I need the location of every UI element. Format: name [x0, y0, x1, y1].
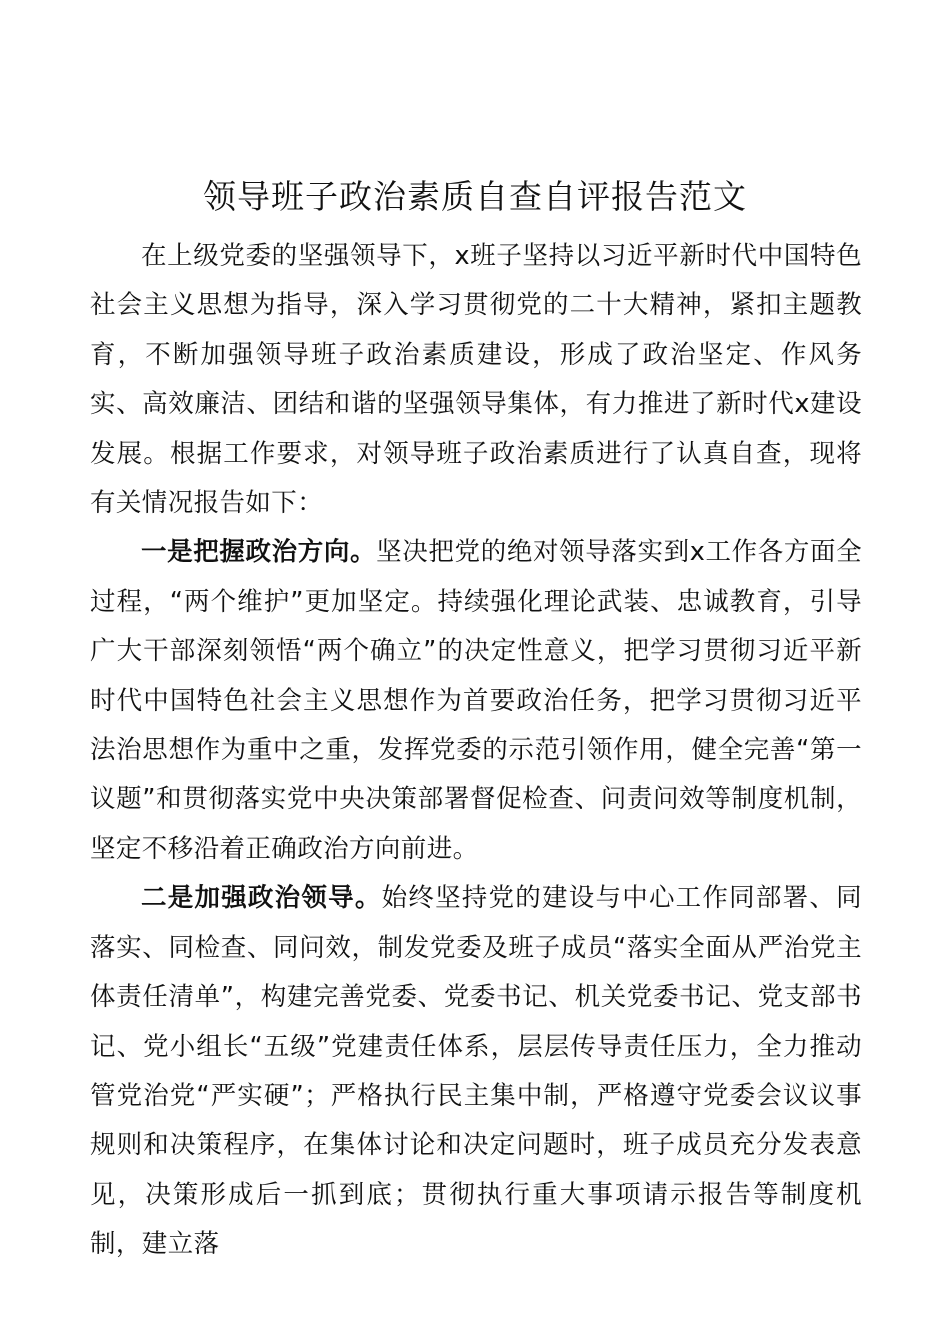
section-paragraph-1 [90, 528, 862, 874]
section-text-1: 坚决把党的绝对领导落实到x工作各方面全过程，“两个维护”更加坚定。持续强化理论武装、忠诚教育，引导广大干部深刻领悟“两个确立”的决定性意义，把学习贯彻习近平新时代中国特色社会主义思想作为首要政治任务，把学习贯彻习近平法治思想作为重中之重，发挥党委的示范引领作用，健全完善“第一议题”和贯彻落实党中央决策部署督促检查、问责问效等制度机制，坚定不移沿着正确政治方向前进。 [90, 537, 862, 864]
section-text-2: 始终坚持党的建设与中心工作同部署、同落实、同检查、同问效，制发党委及班子成员“落实全面从严治党主体责任清单”，构建完善党委、党委书记、机关党委书记、党支部书记、党小组长“五级”党建责任体系，层层传导责任压力，全力推动管党治党“严实硬”；严格执行民主集中制，严格遵守党委会议议事规则和决策程序，在集体讨论和决定问题时，班子成员充分发表意见，决策形成后一抓到底；贯彻执行重大事项请示报告等制度机制，建立落 [90, 883, 862, 1260]
document-body [90, 232, 862, 1270]
intro-paragraph: 在上级党委的坚强领导下，x班子坚持以习近平新时代中国特色社会主义思想为指导，深入学习贯彻党的二十大精神，紧扣主题教育，不断加强领导班子政治素质建设，形成了政治坚定、作风务实、高效廉洁、团结和谐的坚强领导集体，有力推进了新时代x建设发展。根据工作要求，对领导班子政治素质进行了认真自查，现将有关情况报告如下： [90, 241, 862, 519]
document-title: 领导班子政治素质自查自评报告范文 [203, 177, 747, 216]
section-heading-2: 二是加强政治领导。 [141, 883, 382, 914]
section-heading-1: 一是把握政治方向。 [141, 537, 377, 568]
section-paragraph-2 [90, 874, 862, 1269]
